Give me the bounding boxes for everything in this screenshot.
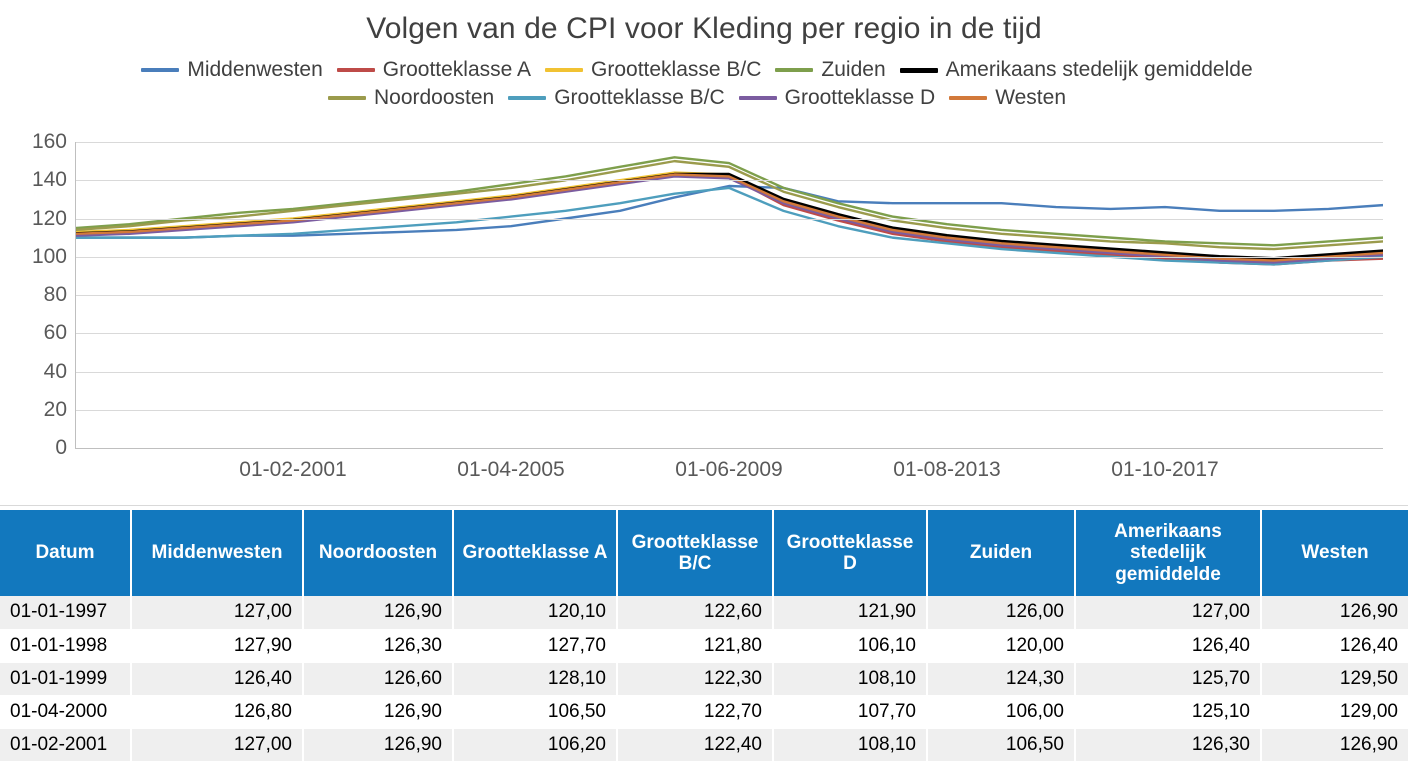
table-cell-value: 126,80: [131, 695, 303, 728]
legend-item[interactable]: [328, 86, 494, 110]
table-column-header[interactable]: Grootteklasse A: [453, 510, 617, 596]
table-row: [0, 728, 1408, 761]
legend-item[interactable]: [337, 58, 531, 82]
table-cell-value: 128,10: [453, 662, 617, 695]
table-cell-value: 126,90: [303, 728, 453, 761]
y-tick-label: 40: [43, 359, 67, 383]
legend-swatch-icon: [545, 68, 583, 72]
chart-legend: [0, 56, 1408, 112]
gridline: [75, 333, 1383, 334]
table-cell-value: 126,30: [303, 629, 453, 662]
y-tick-label: 160: [31, 130, 67, 153]
table-cell-value: 129,50: [1261, 662, 1408, 695]
legend-item[interactable]: [508, 86, 724, 110]
table-cell-value: 126,90: [303, 596, 453, 629]
table-cell-value: 122,40: [617, 728, 773, 761]
table-header: [0, 510, 1408, 596]
x-axis-line: [75, 448, 1383, 449]
series-line: [75, 157, 1383, 245]
table-cell-value: 106,50: [453, 695, 617, 728]
table-cell-value: 106,00: [927, 695, 1075, 728]
table-cell-value: 126,40: [1261, 629, 1408, 662]
plot-area: [0, 128, 1408, 500]
legend-item[interactable]: [739, 86, 936, 110]
y-tick-label: 120: [31, 206, 67, 230]
table-cell-value: 127,00: [131, 728, 303, 761]
table-cell-value: 108,10: [773, 728, 927, 761]
legend-label: Grootteklasse D: [784, 86, 936, 109]
y-tick-label: 20: [43, 397, 67, 421]
legend-swatch-icon: [900, 68, 938, 73]
table-cell-date: 01-01-1997: [0, 596, 131, 629]
table-cell-value: 126,90: [303, 695, 453, 728]
table-cell-value: 122,60: [617, 596, 773, 629]
table-body: [0, 596, 1408, 761]
gridline: [75, 180, 1383, 181]
table-cell-value: 127,00: [1075, 596, 1261, 629]
table-cell-value: 126,90: [1261, 596, 1408, 629]
chart-title: Volgen van de CPI voor Kleding per regio in de tijd: [366, 12, 1042, 45]
legend-label: Zuiden: [821, 58, 886, 81]
table-row: [0, 629, 1408, 662]
x-tick-label: 01-10-2017: [1111, 458, 1219, 481]
table-cell-value: 106,10: [773, 629, 927, 662]
x-tick-label: 01-08-2013: [893, 458, 1001, 481]
table-cell-value: 126,40: [131, 662, 303, 695]
legend-swatch-icon: [949, 96, 987, 100]
legend-item[interactable]: [545, 58, 761, 82]
gridline: [75, 219, 1383, 220]
table-cell-date: 01-01-1999: [0, 662, 131, 695]
table-cell-date: 01-01-1998: [0, 629, 131, 662]
data-table: [0, 510, 1408, 762]
legend-swatch-icon: [739, 96, 777, 100]
table-cell-value: 107,70: [773, 695, 927, 728]
table-column-header[interactable]: Datum: [0, 510, 131, 596]
y-tick-label: 0: [55, 436, 67, 459]
gridline: [75, 142, 1383, 143]
table-cell-value: 106,20: [453, 728, 617, 761]
legend-label: Noordoosten: [373, 86, 495, 109]
gridline: [75, 257, 1383, 258]
table-cell-value: 122,30: [617, 662, 773, 695]
y-tick-label: 140: [31, 168, 67, 192]
gridline: [75, 410, 1383, 411]
legend-label: Westen: [995, 86, 1067, 109]
table-cell-value: 126,40: [1075, 629, 1261, 662]
data-table-wrap: [0, 510, 1408, 768]
x-tick-label: 01-02-2001: [239, 458, 347, 481]
table-row: [0, 695, 1408, 728]
legend-swatch-icon: [337, 68, 375, 72]
table-cell-value: 108,10: [773, 662, 927, 695]
table-cell-value: 106,50: [927, 728, 1075, 761]
series-line: [75, 186, 1383, 238]
plot-canvas: [75, 142, 1383, 448]
gridline: [75, 295, 1383, 296]
table-cell-value: 125,70: [1075, 662, 1261, 695]
table-cell-value: 120,10: [453, 596, 617, 629]
legend-label: Grootteklasse B/C: [591, 58, 762, 81]
table-column-header[interactable]: Noordoosten: [303, 510, 453, 596]
legend-swatch-icon: [141, 68, 179, 72]
table-column-header[interactable]: Amerikaans stedelijk gemiddelde: [1075, 510, 1261, 596]
table-column-header[interactable]: Middenwesten: [131, 510, 303, 596]
table-cell-value: 127,90: [131, 629, 303, 662]
legend-swatch-icon: [775, 68, 813, 72]
x-tick-label: 01-06-2009: [675, 458, 783, 481]
legend-swatch-icon: [508, 96, 546, 100]
table-cell-value: 125,10: [1075, 695, 1261, 728]
table-cell-value: 124,30: [927, 662, 1075, 695]
table-cell-value: 126,60: [303, 662, 453, 695]
legend-label: Amerikaans stedelijk gemiddelde: [945, 58, 1253, 81]
table-column-header[interactable]: Grootteklasse B/C: [617, 510, 773, 596]
gridline: [75, 372, 1383, 373]
table-cell-value: 126,90: [1261, 728, 1408, 761]
table-column-header[interactable]: Grootteklasse D: [773, 510, 927, 596]
table-cell-value: 127,00: [131, 596, 303, 629]
table-column-header[interactable]: Zuiden: [927, 510, 1075, 596]
table-cell-value: 127,70: [453, 629, 617, 662]
legend-label: Middenwesten: [187, 58, 323, 81]
y-tick-label: 60: [43, 321, 67, 345]
x-tick-label: 01-04-2005: [457, 458, 565, 481]
table-cell-value: 121,90: [773, 596, 927, 629]
table-cell-value: 126,30: [1075, 728, 1261, 761]
legend-item[interactable]: [775, 58, 885, 82]
table-cell-value: 120,00: [927, 629, 1075, 662]
legend-label: Grootteklasse B/C: [554, 86, 725, 109]
table-cell-date: 01-02-2001: [0, 728, 131, 761]
table-cell-date: 01-04-2000: [0, 695, 131, 728]
table-column-header[interactable]: Westen: [1261, 510, 1408, 596]
legend-label: Grootteklasse A: [382, 58, 532, 81]
table-row: [0, 596, 1408, 629]
legend-swatch-icon: [328, 96, 366, 100]
table-cell-value: 121,80: [617, 629, 773, 662]
y-axis-line: [75, 142, 76, 449]
legend-item[interactable]: [900, 58, 1253, 82]
table-cell-value: 122,70: [617, 695, 773, 728]
y-tick-label: 80: [43, 283, 67, 306]
legend-item[interactable]: [949, 86, 1066, 110]
table-header-row: [0, 510, 1408, 596]
x-axis-labels: [75, 458, 1383, 488]
legend-item[interactable]: [141, 58, 322, 82]
table-cell-value: 129,00: [1261, 695, 1408, 728]
table-cell-value: 126,00: [927, 596, 1075, 629]
table-row: [0, 662, 1408, 695]
y-tick-label: 100: [31, 244, 67, 268]
